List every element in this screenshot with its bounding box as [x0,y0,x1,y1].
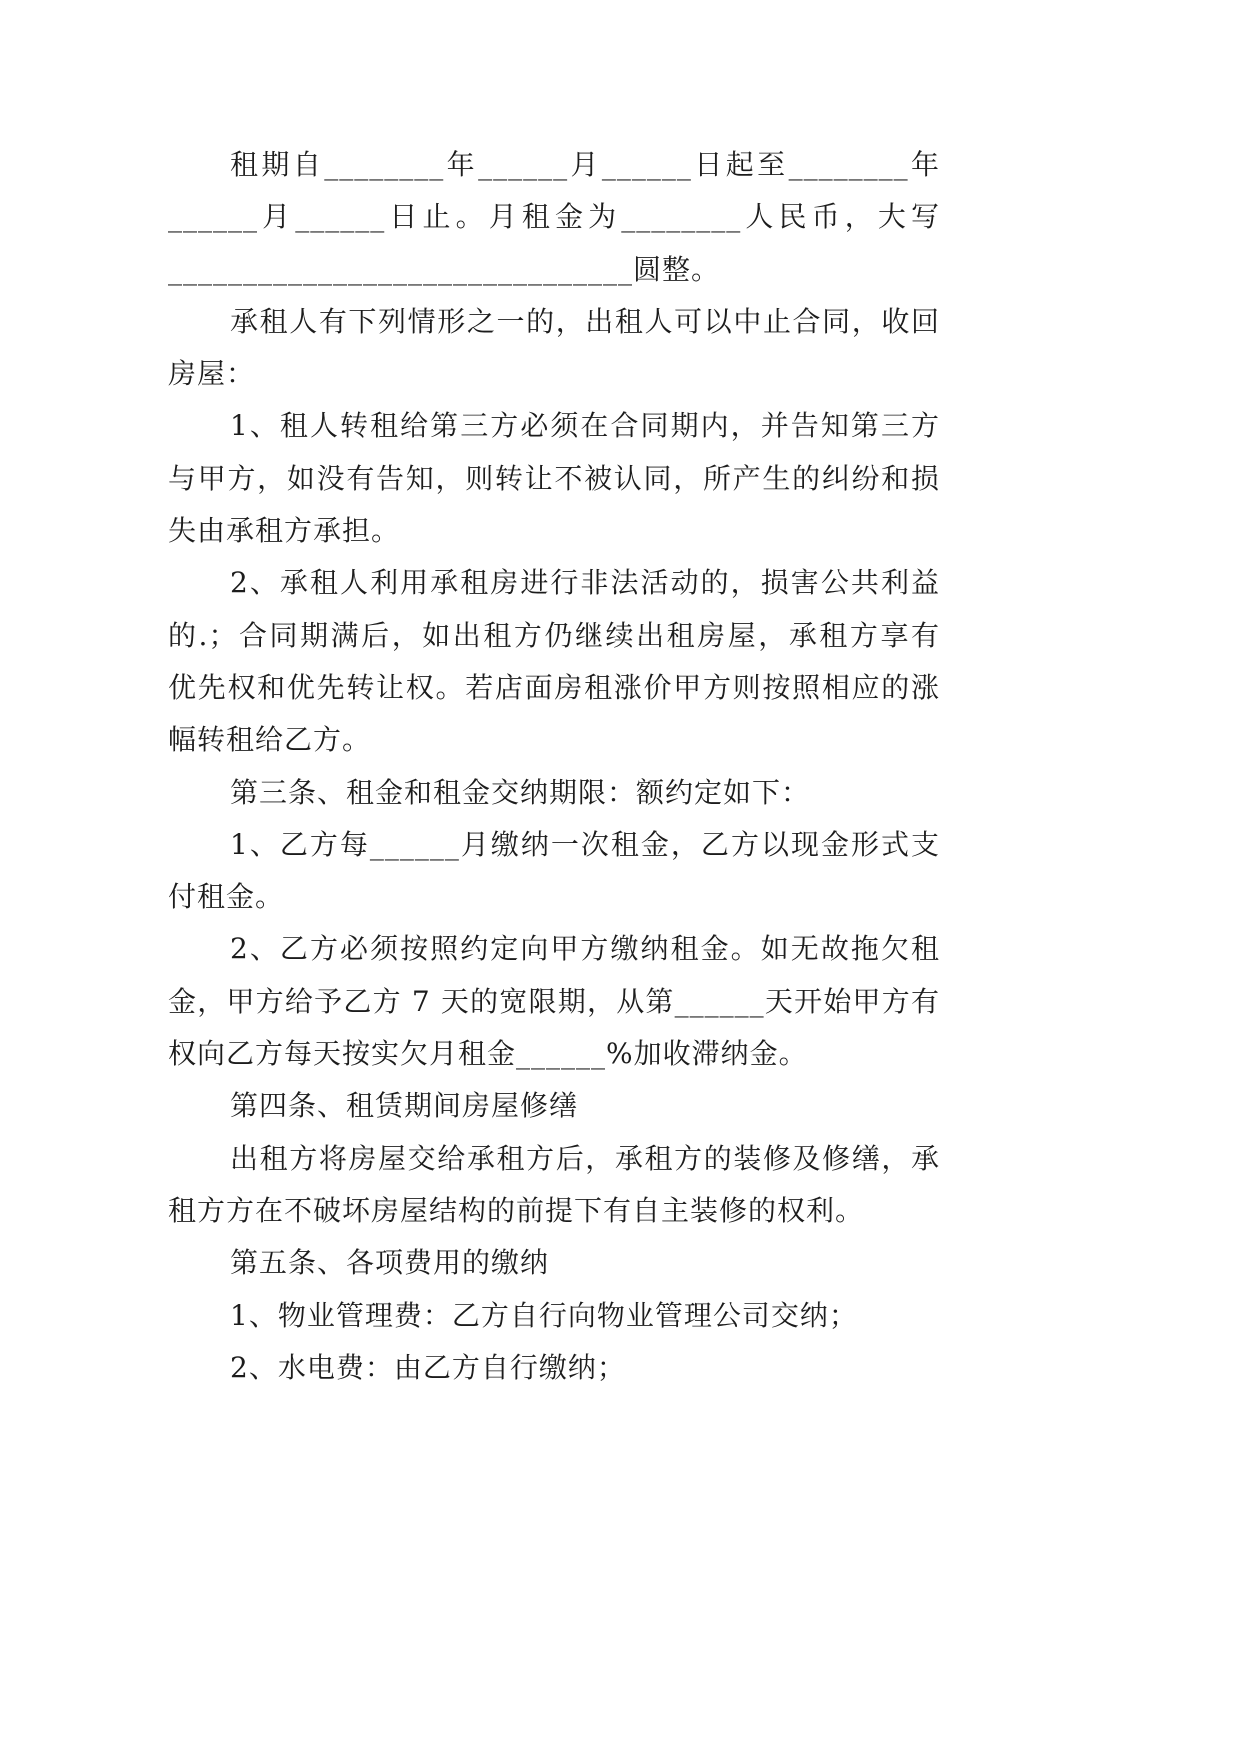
paragraph-line: 与甲方，如没有告知，则转让不被认同，所产生的纠纷和损 [168,461,940,495]
paragraph-line: 1、物业管理费：乙方自行向物业管理公司交纳； [230,1298,858,1332]
paragraph-line: 幅转租给乙方。 [168,723,372,757]
paragraph [168,819,940,924]
paragraph [168,296,940,401]
paragraph-line: 1、乙方每______月缴纳一次租金，乙方以现金形式支 [230,827,940,861]
paragraph-line: 2、乙方必须按照约定向甲方缴纳租金。如无故拖欠租 [230,932,940,966]
document-body [168,139,940,1394]
paragraph-line: 失由承租方承担。 [168,514,401,548]
paragraph [168,1080,940,1132]
paragraph [168,400,940,557]
paragraph [168,767,940,819]
paragraph-line: 的.；合同期满后，如出租方仍继续出租房屋，承租方享有 [168,618,940,652]
paragraph-line: 第五条、各项费用的缴纳 [230,1246,550,1280]
paragraph-line: 优先权和优先转让权。若店面房租涨价甲方则按照相应的涨 [168,670,940,704]
paragraph-line: 出租方将房屋交给承租方后，承租方的装修及修缮，承 [230,1141,940,1175]
paragraph-line: 权向乙方每天按实欠月租金______%加收滞纳金。 [168,1037,808,1071]
paragraph-line: 第四条、租赁期间房屋修缮 [230,1089,579,1123]
paragraph-line: 租期自________年______月______日起至________年 [230,148,940,181]
paragraph-line: ______月______日止。月租金为________人民币，大写 [168,200,940,234]
paragraph [168,1237,940,1289]
paragraph-line: 承租人有下列情形之一的，出租人可以中止合同，收回 [230,304,940,338]
paragraph [168,1133,940,1238]
paragraph [168,923,940,1080]
paragraph-line: 租方方在不破坏房屋结构的前提下有自主装修的权利。 [168,1193,865,1227]
paragraph [168,557,940,766]
paragraph [168,1290,940,1342]
paragraph-line: 1、租人转租给第三方必须在合同期内，并告知第三方 [230,409,940,443]
paragraph-line: 房屋： [168,357,256,391]
paragraph-line: 付租金。 [168,880,285,914]
paragraph-line: 金，甲方给予乙方 7 天的宽限期，从第______天开始甲方有 [168,984,940,1018]
paragraph-line: 第三条、租金和租金交纳期限：额约定如下： [230,775,811,809]
paragraph-line: 2、水电费：由乙方自行缴纳； [230,1350,626,1384]
paragraph [168,1342,940,1394]
paragraph [168,139,940,296]
paragraph-line: 2、承租人利用承租房进行非法活动的，损害公共利益 [230,566,940,600]
paragraph-line: _______________________________圆整。 [168,252,721,286]
